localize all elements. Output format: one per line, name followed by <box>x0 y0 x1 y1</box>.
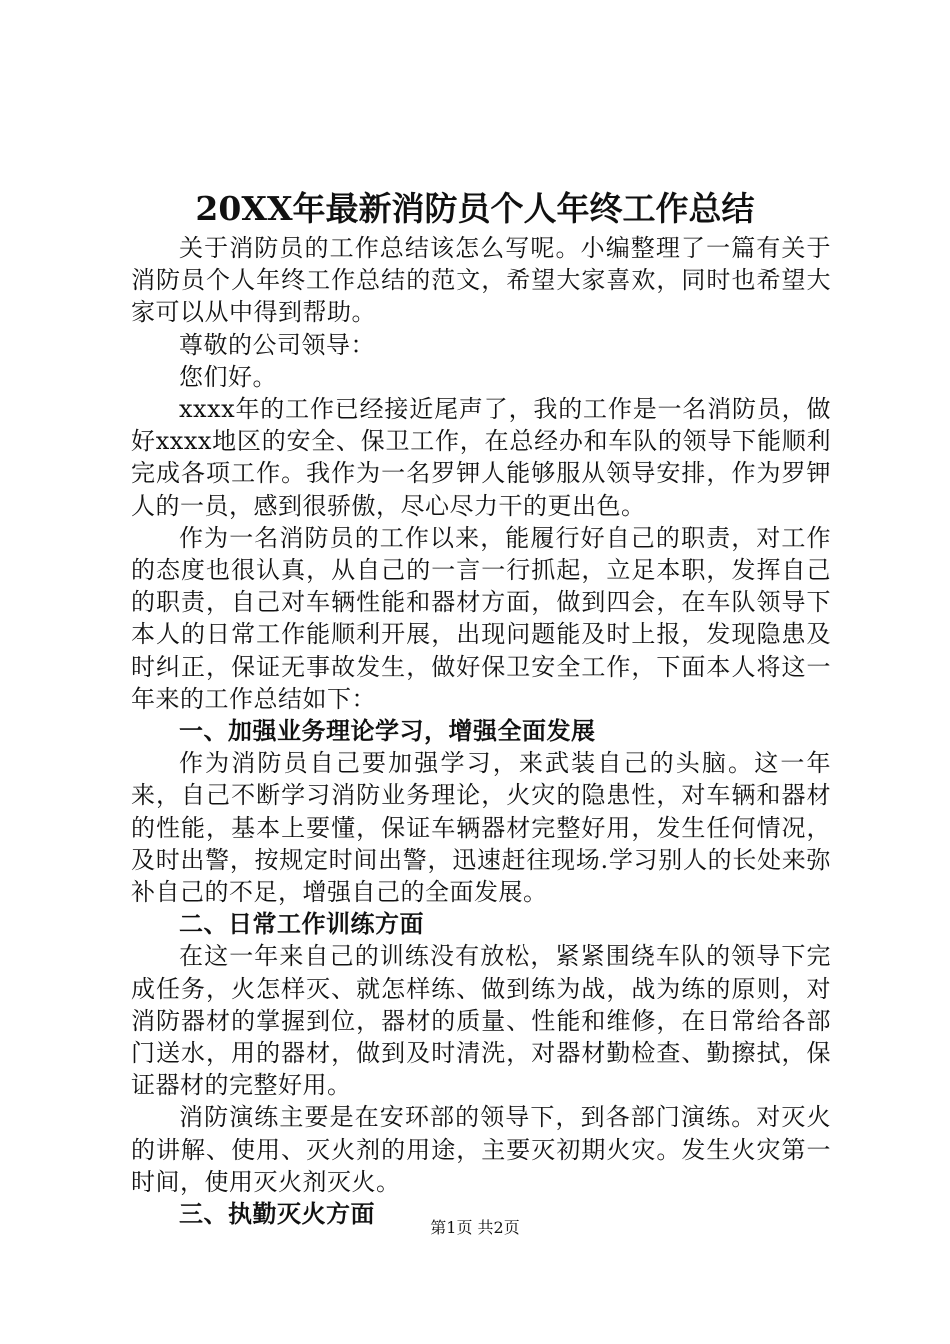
paragraph-intro: 关于消防员的工作总结该怎么写呢。小编整理了一篇有关于消防员个人年终工作总结的范文，希望大家喜欢，同时也希望大家可以从中得到帮助。 <box>131 234 831 327</box>
section-heading-1: 一、加强业务理论学习，增强全面发展 <box>179 717 596 746</box>
page-footer: 第1页 共2页 <box>430 1218 520 1237</box>
paragraph-salutation: 尊敬的公司领导： <box>179 330 375 359</box>
paragraph-duties: 作为一名消防员的工作以来，能履行好自己的职责，对工作的态度也很认真，从自己的一言一行抓起，立足本职，发挥自己的职责，自己对车辆性能和器材方面，做到四会，在车队领导下本人的日常工作能顺利开展，出现问题能及时上报，发现隐患及时纠正，保证无事故发生，做好保卫安全工作，下面本人将这一年来的工作总结如下： <box>131 523 831 713</box>
section-heading-2: 二、日常工作训练方面 <box>179 910 424 939</box>
paragraph-study: 作为消防员自己要加强学习，来武装自己的头脑。这一年来，自己不断学习消防业务理论，火灾的隐患性，对车辆和器材的性能，基本上要懂，保证车辆器材完整好用，发生任何情况，及时出警，按规定时间出警，迅速赶往现场.学习别人的长处来弥补自己的不足，增强自己的全面发展。 <box>131 749 831 907</box>
document-body <box>131 232 831 1230</box>
paragraph-greeting: 您们好。 <box>179 362 277 391</box>
paragraph-overview: xxxx年的工作已经接近尾声了，我的工作是一名消防员，做好xxxx地区的安全、保卫工作，在总经办和车队的领导下能顺利完成各项工作。我作为一名罗钾人能够服从领导安排，作为罗钾人的一员，感到很骄傲，尽心尽力干的更出色。 <box>131 395 831 520</box>
document-title: 20XX年最新消防员个人年终工作总结 <box>195 189 755 228</box>
section-heading-3: 三、执勤灭火方面 <box>179 1200 375 1229</box>
paragraph-drills: 消防演练主要是在安环部的领导下，到各部门演练。对灭火的讲解、使用、灭火剂的用途，主要灭初期火灾。发生火灾第一时间，使用灭火剂灭火。 <box>131 1103 831 1196</box>
paragraph-training: 在这一年来自己的训练没有放松，紧紧围绕车队的领导下完成任务，火怎样灭、就怎样练、做到练为战，战为练的原则，对消防器材的掌握到位，器材的质量、性能和维修，在日常给各部门送水，用的器材，做到及时清洗，对器材勤检查、勤擦拭，保证器材的完整好用。 <box>131 942 831 1100</box>
